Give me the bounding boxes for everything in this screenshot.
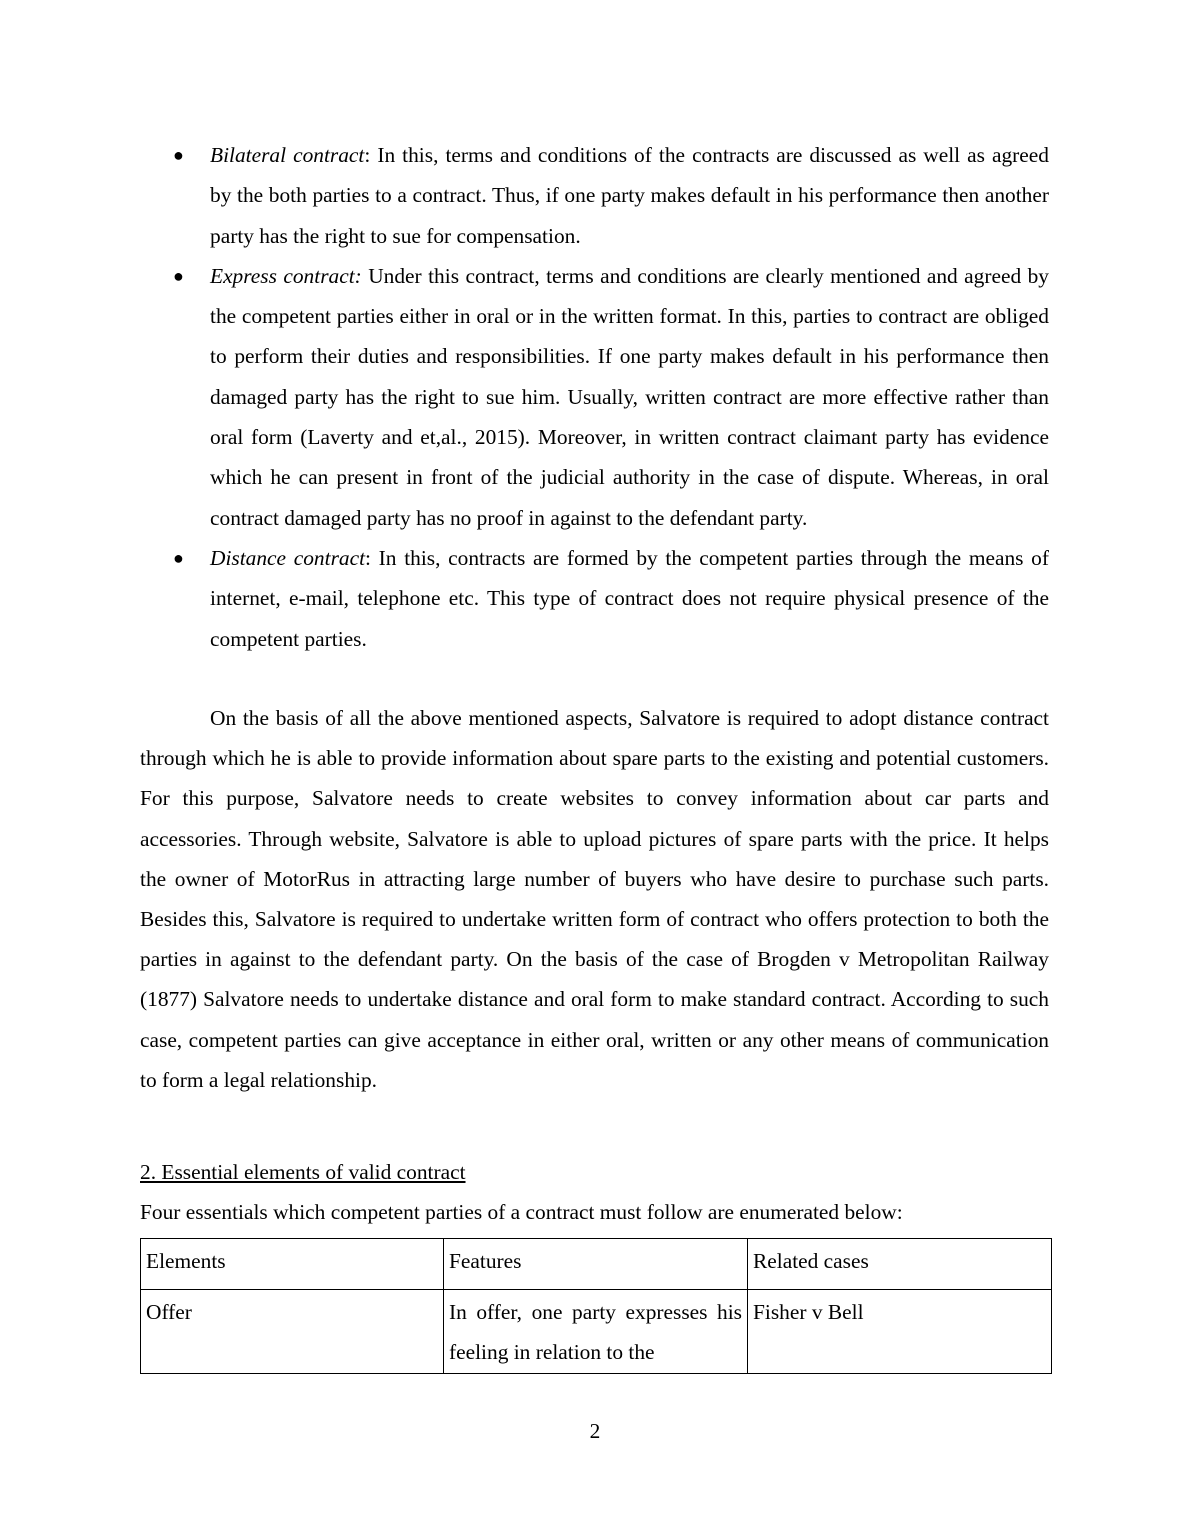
list-item-text: : In this, terms and conditions of the contracts are discussed as well as agreed by the both parties to a contract. Thus, if one party makes default in his performance then another party has the right to sue for compensation. [210,143,1049,248]
list-item-term: Distance contract [210,545,366,570]
list-item-term: Express contract: [210,263,362,288]
contract-types-list [140,135,1049,659]
table-cell: In offer, one party expresses his feeling in relation to the [444,1290,748,1374]
section-heading: 2. Essential elements of valid contract [140,1160,466,1184]
list-item [140,135,1049,256]
elements-table [140,1238,1052,1374]
list-item [140,256,1049,538]
bullet-icon: ● [173,145,184,165]
intro-text: Four essentials which competent parties of a contract must follow are enumerated below: [140,1200,903,1224]
table-header-cell: Related cases [748,1239,1052,1290]
table-cell: Offer [141,1290,444,1374]
list-item [140,538,1049,659]
table-row [141,1290,1052,1374]
table-header-row [141,1239,1052,1290]
table-cell: Fisher v Bell [748,1290,1052,1374]
list-item-text: : In this, contracts are formed by the competent parties through the means of internet, e-mail, telephone etc. This type of contract does not require physical presence of the competent parties. [210,545,1049,651]
table-header-cell: Features [444,1239,748,1290]
table-header-cell: Elements [141,1239,444,1290]
bullet-icon: ● [173,547,184,568]
bullet-icon: ● [173,265,184,286]
list-item-term: Bilateral contract [210,143,365,167]
page-number: 2 [589,1419,601,1443]
body-paragraph: On the basis of all the above mentioned aspects, Salvatore is required to adopt distance contract through which he is able to provide information about spare parts to the existing and potential customers. For this purpose, Salvatore needs to create websites to convey information about car parts and accessories. Through website, Salvatore is able to upload pictures of spare parts with the price. It helps the owner of MotorRus in attracting large number of buyers who have desire to purchase such parts. Besides this, Salvatore is required to undertake written form of contract who offers protection to both the parties in against to the defendant party. On the basis of the case of Brogden v Metropolitan Railway (1877) Salvatore needs to undertake distance and oral form to make standard contract. According to such case, competent parties can give acceptance in either oral, written or any other means of communication to form a legal relationship. [140,706,1049,1092]
list-item-text: Under this contract, terms and conditions are clearly mentioned and agreed by the competent parties either in oral or in the written format. In this, parties to contract are obliged to perform their duties and responsibilities. If one party makes default in his performance then damaged party has the right to sue him. Usually, written contract are more effective rather than oral form (Laverty and et,al., 2015). Moreover, in written contract claimant party has evidence which he can present in front of the judicial authority in the case of dispute. Whereas, in oral contract damaged party has no proof in against to the defendant party. [210,263,1049,530]
